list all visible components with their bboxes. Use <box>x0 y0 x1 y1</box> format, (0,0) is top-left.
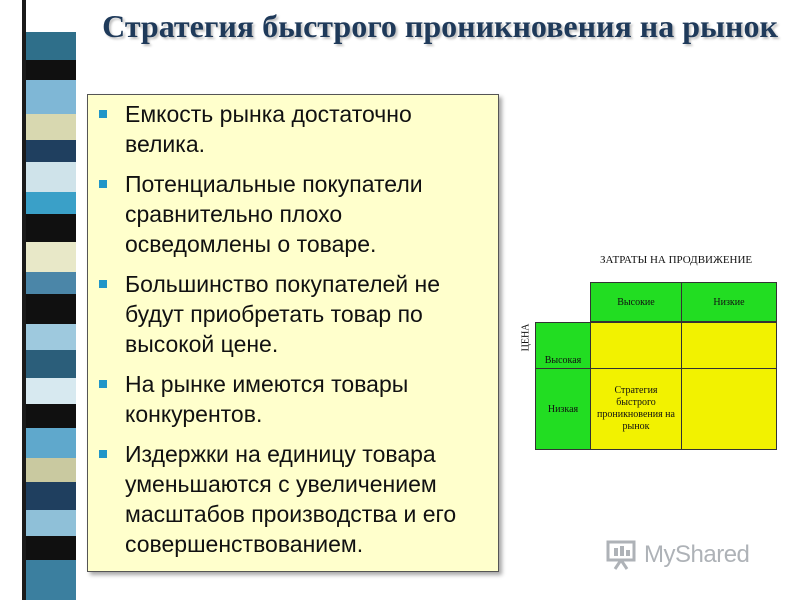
logo-text: MyShared <box>644 541 750 568</box>
matrix-side-label: ЦЕНА <box>520 323 532 352</box>
bullet-square-icon <box>99 450 107 458</box>
bullet-box <box>87 94 499 572</box>
bullet-square-icon <box>99 180 107 188</box>
bullet-text: Большинство покупателей не будут приобретать товар по высокой цене. <box>125 271 441 357</box>
bullet-item <box>98 169 488 259</box>
matrix-cell-high-high <box>590 322 682 369</box>
decorative-stripe <box>22 0 76 600</box>
bullet-square-icon <box>99 110 107 118</box>
slide-title: Стратегия быстрого проникновения на рынок <box>102 8 778 44</box>
bullet-item <box>98 99 488 159</box>
bullet-text: Потенциальные покупатели сравнительно плохо осведомлены о товаре. <box>125 171 423 257</box>
matrix-row-high: Высокая <box>535 322 591 369</box>
bullet-list <box>98 99 488 559</box>
matrix-col-low: Низкие <box>681 282 777 322</box>
bullet-text: На рынке имеются товары конкурентов. <box>125 371 409 427</box>
bullet-item <box>98 269 488 359</box>
matrix-cell-low-low <box>681 368 777 450</box>
bullet-square-icon <box>99 380 107 388</box>
bullet-text: Емкость рынка достаточно велика. <box>125 101 412 157</box>
bullet-square-icon <box>99 280 107 288</box>
presentation-icon <box>606 540 638 570</box>
bullet-item <box>98 369 488 429</box>
matrix-cell-high-low <box>681 322 777 369</box>
myshared-logo <box>606 538 771 572</box>
matrix-col-high: Высокие <box>590 282 682 322</box>
matrix-highlight-cell: Стратегия быстрого проникновения на рынок <box>590 368 682 450</box>
matrix-top-label: ЗАТРАТЫ НА ПРОДВИЖЕНИЕ <box>600 254 753 266</box>
bullet-text: Издержки на единицу товара уменьшаются с увеличением масштабов производства и его совершенствованием. <box>125 441 457 557</box>
bullet-item <box>98 439 488 559</box>
matrix-row-low: Низкая <box>535 368 591 450</box>
